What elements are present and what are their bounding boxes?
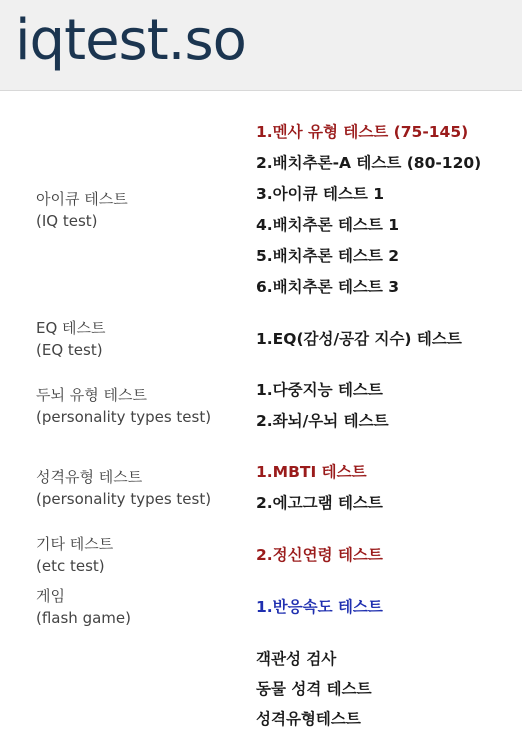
category-title: 기타 테스트 [36,535,114,553]
site-logo[interactable]: iqtest.so [15,8,246,73]
category-title: 아이큐 테스트 [36,190,128,208]
link-animal-personality-test[interactable]: 동물 성격 테스트 [256,680,372,698]
link-objectivity-test[interactable]: 객관성 검사 [256,650,337,668]
category-etc [36,533,113,577]
link-arrangement-test-1[interactable]: 4.배치추론 테스트 1 [256,216,400,234]
link-iq-test-1[interactable]: 3.아이큐 테스트 1 [256,185,385,203]
link-multiple-intelligence-test[interactable]: 1.다중지능 테스트 [256,381,383,399]
category-title: 두뇌 유형 테스트 [36,386,147,404]
site-header [0,0,522,91]
category-eq [36,317,106,361]
category-subtitle: (personality types test) [36,408,212,426]
link-arrangement-a-test[interactable]: 2.배치추론-A 테스트 (80-120) [256,154,482,172]
category-title: 게임 [36,587,65,605]
category-subtitle: (EQ test) [36,341,103,359]
category-subtitle: (personality types test) [36,490,212,508]
category-title: 성격유형 테스트 [36,468,143,486]
category-brain [36,384,211,428]
link-mbti-test[interactable]: 1.MBTI 테스트 [256,463,367,481]
category-subtitle: (flash game) [36,609,131,627]
category-game [36,585,131,629]
link-personality-type-test[interactable]: 성격유형테스트 [256,710,361,728]
link-egogram-test[interactable]: 2.에고그램 테스트 [256,494,383,512]
category-personality [36,466,211,510]
link-left-right-brain-test[interactable]: 2.좌뇌/우뇌 테스트 [256,412,389,430]
link-mensa-test[interactable]: 1.멘사 유형 테스트 (75-145) [256,123,469,141]
link-eq-test[interactable]: 1.EQ(감성/공감 지수) 테스트 [256,330,462,348]
category-subtitle: (etc test) [36,557,105,575]
link-arrangement-test-2[interactable]: 5.배치추론 테스트 2 [256,247,400,265]
category-subtitle: (IQ test) [36,212,98,230]
category-iq [36,188,128,232]
category-title: EQ 테스트 [36,319,106,337]
link-mental-age-test[interactable]: 2.정신연령 테스트 [256,546,383,564]
link-reaction-speed-test[interactable]: 1.반응속도 테스트 [256,598,383,616]
link-arrangement-test-3[interactable]: 6.배치추론 테스트 3 [256,278,400,296]
